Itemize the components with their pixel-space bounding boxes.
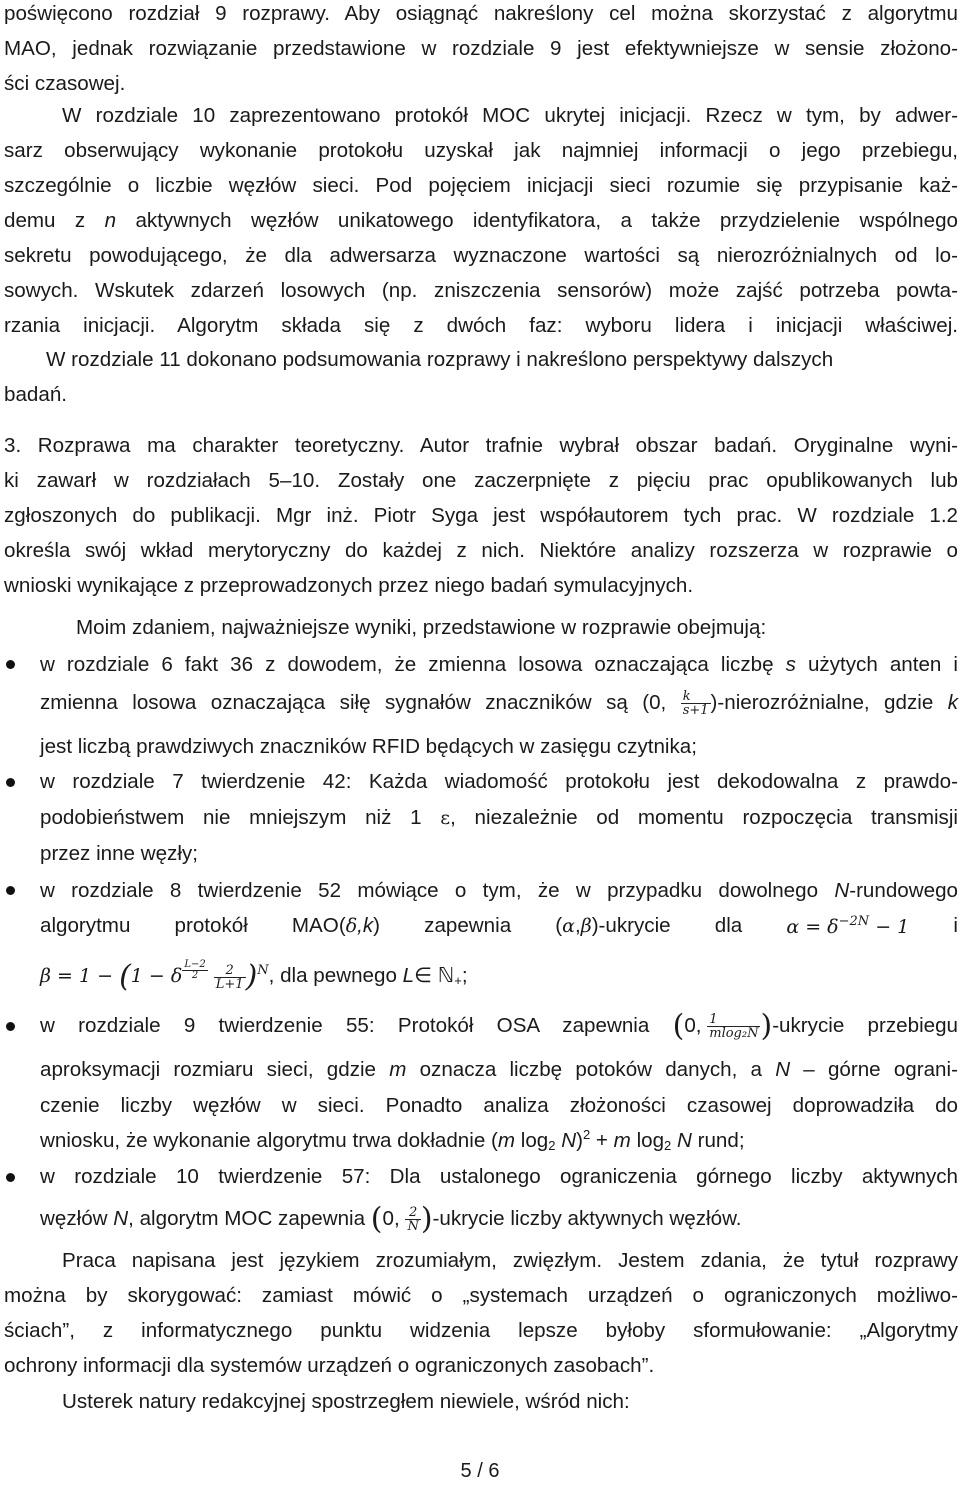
- text-line: sekretu powodującego, że dla adwersarza wyznaczone wartości są nierozróżnialnych od lo-: [4, 244, 958, 267]
- list-item-line: w rozdziale 9 twierdzenie 55: Protokół OSA zapewnia (0, $\frac{1}{\text{mlog₂N}}$ )-ukrycie przebiegu: [40, 1008, 959, 1044]
- text-line: Moim zdaniem, najważniejsze wyniki, przedstawione w rozprawie obejmują:: [76, 616, 767, 639]
- text-line: określa swój wkład merytoryczny do każdej z nich. Niektóre analizy rozszerza w rozprawie o: [4, 539, 958, 562]
- fraction-2-over-N: (0, $\frac{2}{N}$ ): [370, 1201, 433, 1237]
- text-line: poświęcono rozdział 9 rozprawy. Aby osiągnąć nakreślony cel można skorzystać z algorytmu: [4, 2, 958, 25]
- text-line: sarz obserwujący wykonanie protokołu uzyskał jak najmniej informacji o jego przebiegu,: [4, 139, 958, 162]
- text-line: Praca napisana jest językiem zrozumiałym, zwięzłym. Jestem zdania, że tytuł rozprawy: [62, 1249, 958, 1272]
- text-line: demu z n aktywnych węzłów unikatowego identyfikatora, a także przydzielenie wspólnego: [4, 209, 958, 232]
- list-item-line: β = 1 − (1 − δ $^{\frac{L-2}{2}}$ $\frac{2}{L+1}$ )$^N$, dla pewnego L∈ ℕ$_+$;: [40, 959, 468, 995]
- text-line: sowych. Wskutek zdarzeń losowych (np. zniszczenia sensorów) może zajść potrzeba powta-: [4, 279, 958, 302]
- beta-formula: β = 1 − (1 − δ $^{\frac{L-2}{2}}$ $\frac{2}{L+1}$ )$^N$: [40, 959, 269, 995]
- text-line: W rozdziale 11 dokonano podsumowania rozprawy i nakreślono perspektywy dalszych: [46, 348, 834, 371]
- text-line: 3. Rozprawa ma charakter teoretyczny. Autor trafnie wybrał obszar badań. Oryginalne wyni-: [4, 434, 958, 457]
- list-item-line: węzłów N, algorytm MOC zapewnia (0, $\frac{2}{N}$ )-ukrycie liczby aktywnych węzłów.: [40, 1201, 742, 1237]
- text-line: można by skorygować: zamiast mówić o „systemach urządzeń o ograniczonych możliwo-: [4, 1284, 958, 1307]
- fraction-1-over-mlog2N: (0, $\frac{1}{\text{mlog₂N}}$ ): [672, 1008, 773, 1044]
- list-item-line: w rozdziale 8 twierdzenie 52 mówiące o tym, że w przypadku dowolnego N-rundowego: [40, 879, 958, 902]
- page-number: 5 / 6: [460, 1460, 500, 1482]
- list-item-line: w rozdziale 10 twierdzenie 57: Dla ustalonego ograniczenia górnego liczby aktywnych: [40, 1165, 958, 1188]
- text-line: ochrony informacji dla systemów urządzeń o ograniczonych zasobach”.: [4, 1354, 655, 1377]
- text-line: MAO, jednak rozwiązanie przedstawione w rozdziale 9 jest efektywniejsze w sensie złożono-: [4, 37, 958, 60]
- text-line: badań.: [4, 383, 67, 406]
- text-line: szczególnie o liczbie węzłów sieci. Pod pojęciem inicjacji sieci rozumie się przypisanie każ-: [4, 174, 958, 197]
- text-line: W rozdziale 10 zaprezentowano protokół MOC ukrytej inicjacji. Rzecz w tym, by adwer-: [62, 104, 958, 127]
- list-item-line: aproksymacji rozmiaru sieci, gdzie m oznacza liczbę potoków danych, a N – górne ograni-: [40, 1058, 958, 1081]
- text-line: ki zawarł w rozdziałach 5–10. Zostały one zaczerpnięte z pięciu prac opublikowanych lub: [4, 469, 958, 492]
- list-item-line: wniosku, że wykonanie algorytmu trwa dokładnie (m $\log_2 N)^2 + m$ $\log_2 N$ rund;: [40, 1127, 745, 1153]
- text-line: wnioski wynikające z przeprowadzonych przez niego badań symulacyjnych.: [4, 574, 694, 597]
- list-item-line: przez inne węzły;: [40, 842, 198, 865]
- text-line: Usterek natury redakcyjnej spostrzegłem niewiele, wśród nich:: [62, 1390, 630, 1413]
- bullet-marker: [6, 886, 15, 895]
- text-line: zgłoszonych do publikacji. Mgr inż. Piotr Syga jest współautorem tych prac. W rozdziale 1.2: [4, 504, 958, 527]
- list-item-line: zmienna losowa oznaczająca siłę sygnałów znaczników są (0, $\frac{k}{s+1}$ )-nierozróżnialne, gdzie k: [40, 689, 958, 719]
- bullet-marker: [6, 660, 15, 669]
- bullet-marker: [6, 778, 15, 787]
- list-item-line: w rozdziale 6 fakt 36 z dowodem, że zmienna losowa oznaczająca liczbę s użytych anten i: [40, 653, 958, 676]
- list-item-line: jest liczbą prawdziwych znaczników RFID będących w zasięgu czytnika;: [40, 735, 697, 758]
- text-line: ści czasowej.: [4, 72, 126, 95]
- fraction-k-over-s1: $\frac{k}{s+1}$: [682, 689, 709, 719]
- text-line: ściach”, z informatycznego punktu widzenia lepsze byłoby sformułowanie: „Algorytmy: [4, 1319, 958, 1342]
- list-item-line: w rozdziale 7 twierdzenie 42: Każda wiadomość protokołu jest dekodowalna z prawdo-: [40, 770, 958, 793]
- list-item-line: podobieństwem nie mniejszym niż 1 ε, niezależnie od momentu rozpoczęcia transmisji: [40, 806, 958, 829]
- text-line: rzania inicjacji. Algorytm składa się z dwóch faz: wyboru lidera i inicjacji właściwej.: [4, 314, 958, 337]
- list-item-line: algorytmu protokół MAO(δ,k) zapewnia (α,β)-ukrycie dla $\alpha = \delta^{-2N} - 1$ i: [40, 912, 958, 940]
- alpha-formula: $\alpha = \delta^{-2N} - 1$: [786, 913, 910, 938]
- bullet-marker: [6, 1022, 15, 1031]
- list-item-line: czenie liczby węzłów w sieci. Ponadto analiza złożoności czasowej doprowadziła do: [40, 1094, 958, 1117]
- bullet-marker: [6, 1173, 15, 1182]
